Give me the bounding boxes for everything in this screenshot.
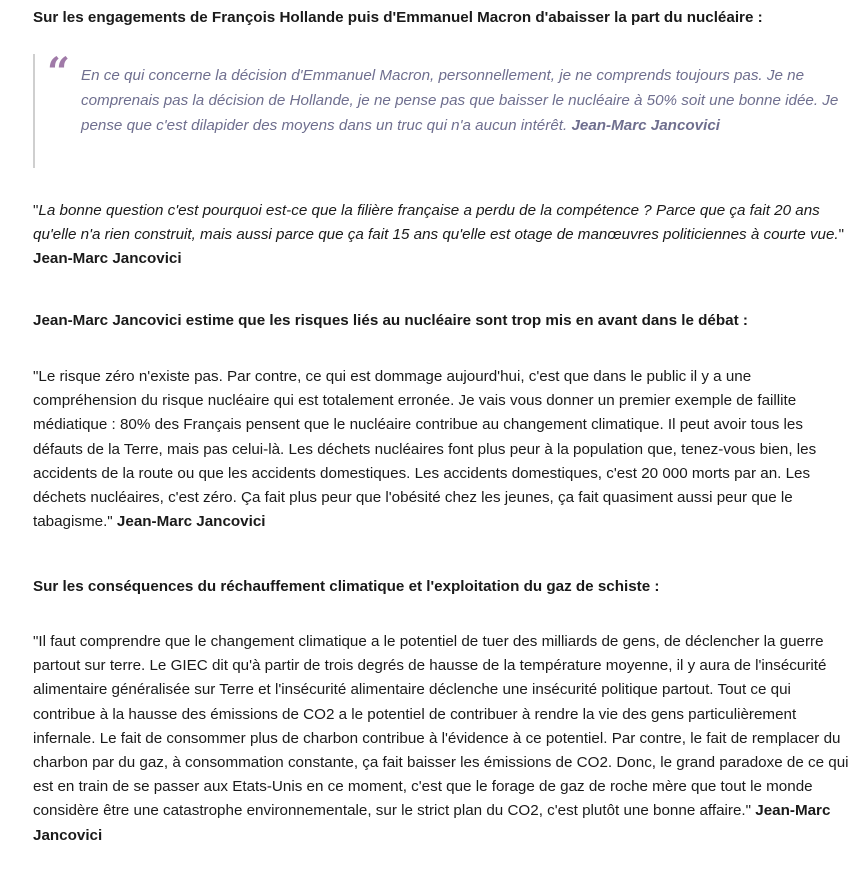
- quote-close: ": [838, 226, 845, 244]
- quote-open: ": [33, 202, 39, 219]
- quote-paragraph-filiere: [33, 199, 855, 272]
- section-heading-engagements: Sur les engagements de François Hollande puis d'Emmanuel Macron d'abaisser la part du nucléaire :: [33, 9, 763, 26]
- quote-author: Jean-Marc Jancovici: [33, 250, 182, 268]
- quote-body: La bonne question c'est pourquoi est-ce que la filière française a perdu de la compétence ? Parce que ça fait 20 ans qu'elle n'a rien construit, mais aussi parce que ça fait 15 ans qu'elle est otage de manœuvres politiciennes à courte vue.: [33, 202, 839, 244]
- quote-author: Jean-Marc Jancovici: [33, 802, 831, 844]
- section-heading-rechauffement: Sur les conséquences du réchauffement climatique et l'exploitation du gaz de schiste :: [33, 578, 660, 595]
- quote-body: "Il faut comprendre que le changement climatique a le potentiel de tuer des milliards de gens, de déclencher la guerre partout sur terre. Le GIEC dit qu'à partir de trois degrés de hausse de la température moyenne, il y aura de l'insécurité alimentaire généralisée sur Terre et l'insécurité alimentaire déclenche une insécurité politique partout. Tout ce qui contribue à la hausse des émissions de CO2 a le potentiel de contribuer à rendre la vie des gens particulièrement infernale. Le fait de consommer plus de charbon contribue à l'évidence à ce potentiel. Par contre, le fait de remplacer du charbon par du gaz, à consommation constante, ça fait baisser les émissions de CO2. Donc, le grand paradoxe de ce qui est en train de se passer aux Etats-Unis en ce moment, c'est que le forage de gaz de roche mère que tout le monde considère être une catastrophe environnementale, sur le strict plan du CO2, c'est plutôt une bonne affaire.": [33, 633, 849, 820]
- quote-mark-icon: “: [47, 49, 71, 96]
- blockquote-body: En ce qui concerne la décision d'Emmanuel Macron, personnellement, je ne comprends toujours pas. Je ne comprenais pas la décision de Hollande, je ne pense pas que baisser le nucléaire à 50% soit une bonne idée. Je pense que c'est dilapider des moyens dans un truc qui n'a aucun intérêt.: [81, 67, 839, 134]
- quote-body: "Le risque zéro n'existe pas. Par contre, ce qui est dommage aujourd'hui, c'est que dans le public il y a une compréhension du risque nucléaire qui est totalement erronée. Je vais vous donner un premier exemple de faillite médiatique : 80% des Français pensent que le nucléaire contribue au changement climatique. Il peut avoir tous les défauts de la Terre, mais pas celui-là. Les déchets nucléaires font plus peur à la population que, tenez-vous bien, les accidents de la route ou que les accidents domestiques. Les accidents domestiques, c'est 20 000 morts par an. Les déchets nucléaires, c'est zéro. Ça fait plus peur que l'obésité chez les jeunes, ça fait quasiment aussi peur que le tabagisme.": [33, 368, 817, 531]
- quote-author: Jean-Marc Jancovici: [116, 513, 266, 531]
- section-heading-risques: Jean-Marc Jancovici estime que les risques liés au nucléaire sont trop mis en avant dans le débat :: [33, 312, 748, 329]
- blockquote: [33, 49, 839, 168]
- blockquote-author: Jean-Marc Jancovici: [571, 117, 721, 134]
- quote-paragraph-risque: [33, 365, 855, 534]
- quote-paragraph-climat: [33, 630, 855, 848]
- blockquote-text: [81, 63, 859, 138]
- blockquote-bar: [33, 54, 35, 168]
